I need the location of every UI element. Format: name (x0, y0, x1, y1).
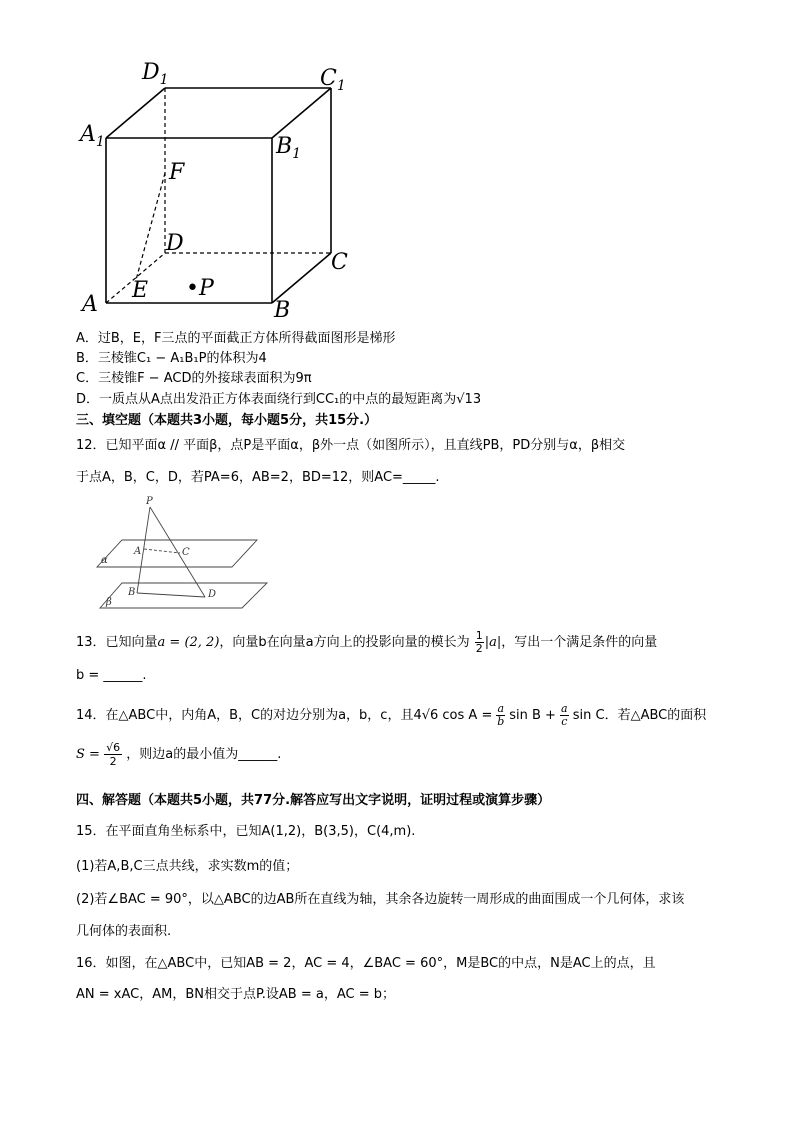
fig-label-P: P (146, 496, 153, 507)
q13-line1: 13．已知向量a = (2, 2)，向量b在向量a方向上的投影向量的模长为 $\frac{1}{2}$ |a|，写出一个满足条件的向量 (76, 629, 658, 655)
label-D1: $D_1$ (142, 60, 169, 88)
fig-label-C: C (182, 547, 190, 558)
label-B1: $B_1$ (276, 134, 302, 162)
fig-label-beta: β (106, 597, 112, 608)
q12-line1: 12．已知平面α // 平面β，点P是平面α，β外一点（如图所示），且直线PB，PD分别与α，β相交 (76, 438, 626, 453)
fig-label-A: A (134, 546, 142, 557)
label-D: D (166, 231, 184, 256)
q16-line1: 16．如图，在△ABC中，已知AB = 2，AC = 4，∠BAC = 60°，M是BC的中点，N是AC上的点，且 (76, 956, 656, 971)
label-C: C (331, 250, 348, 275)
label-C1: $C_1$ (320, 66, 346, 94)
q12-planes-figure (92, 495, 272, 615)
fig-label-B: B (128, 587, 136, 598)
label-F: F (169, 160, 185, 185)
q15-part1: (1)若A,B,C三点共线，求实数m的值； (76, 859, 299, 874)
section-4-title: 四、解答题（本题共5小题，共77分.解答应写出文字说明，证明过程或演算步骤） (76, 793, 551, 808)
label-E: E (132, 278, 149, 303)
q14-line2: S = $\frac{√6}{2}$ ，则边a的最小值为______. (76, 741, 282, 768)
option-b: B．三棱锥C₁ − A₁B₁P的体积为4 (76, 351, 267, 366)
section-3-title: 三、填空题（本题共3小题，每小题5分，共15分.） (76, 413, 378, 428)
label-A: A (82, 292, 98, 317)
q15-part2-line2: 几何体的表面积. (76, 924, 172, 939)
label-A1: $A_1$ (80, 122, 105, 150)
option-c: C．三棱锥F − ACD的外接球表面积为9π (76, 371, 312, 386)
q15-line1: 15．在平面直角坐标系中，已知A(1,2)，B(3,5)，C(4,m). (76, 824, 416, 839)
label-P: •P (186, 276, 214, 301)
option-a: A．过B，E，F三点的平面截正方体所得截面图形是梯形 (76, 331, 396, 346)
q15-part2-line1: (2)若∠BAC = 90°，以△ABC的边AB所在直线为轴，其余各边旋转一周形成的曲面围成一个几何体，求该 (76, 892, 685, 907)
fig-label-D: D (208, 589, 217, 600)
q13-line2: b = ______. (76, 668, 147, 683)
q14-line1: 14．在△ABC中，内角A，B，C的对边分别为a，b，c，且4√6 cos A = $\frac{a}{b}$ sin B + $\frac{a}{c}$ sin C．若△ABC的面积 (76, 702, 707, 728)
option-d: D．一质点从A点出发沿正方体表面绕行到CC₁的中点的最短距离为√13 (76, 392, 482, 407)
cube-figure (70, 55, 370, 325)
label-B: B (274, 298, 291, 323)
q16-line2: AN = xAC，AM，BN相交于点P.设AB = a，AC = b； (76, 987, 395, 1002)
fig-label-alpha: α (101, 555, 108, 566)
q12-line2: 于点A，B，C，D，若PA=6，AB=2，BD=12，则AC=_____. (76, 470, 440, 485)
